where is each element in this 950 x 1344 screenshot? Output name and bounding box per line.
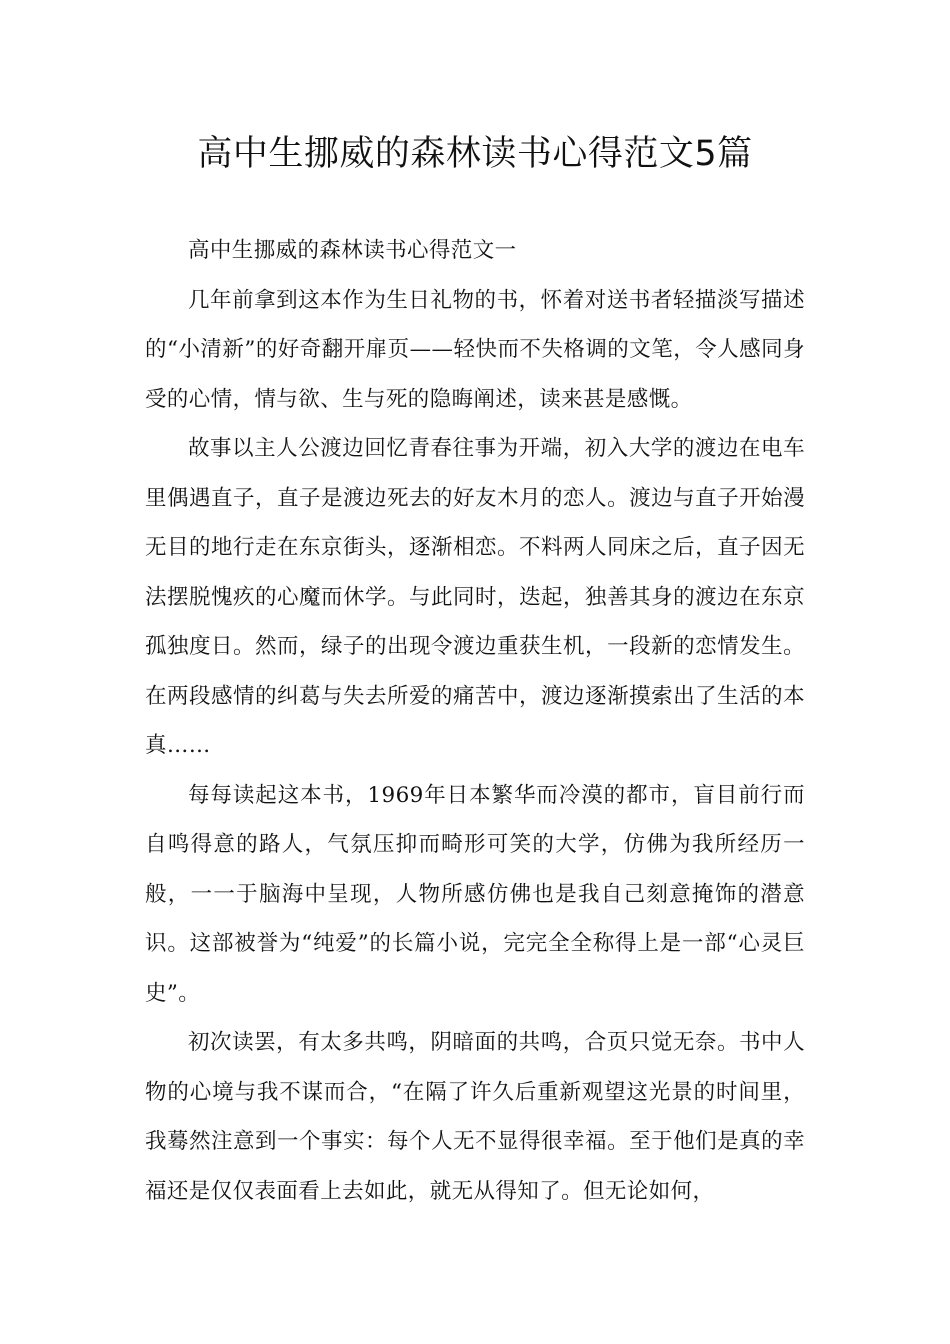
- document-body: [145, 226, 805, 1216]
- paragraph: 初次读罢，有太多共鸣，阴暗面的共鸣，合页只觉无奈。书中人物的心境与我不谋而合，“在隔了许久后重新观望这光景的时间里，我蓦然注意到一个事实：每个人无不显得很幸福。至于他们是真的幸福还是仅仅表面看上去如此，就无从得知了。但无论如何，: [145, 1030, 805, 1204]
- document-title: 高中生挪威的森林读书心得范文5篇: [197, 134, 753, 174]
- section-heading: 高中生挪威的森林读书心得范文一: [188, 238, 517, 263]
- paragraph: 几年前拿到这本作为生日礼物的书，怀着对送书者轻描淡写描述的“小清新”的好奇翻开扉页——轻快而不失格调的文笔，令人感同身受的心情，情与欲、生与死的隐晦阐述，读来甚是感慨。: [145, 287, 805, 412]
- paragraph: 每每读起这本书，1969年日本繁华而冷漠的都市，盲目前行而自鸣得意的路人，气氛压抑而畸形可笑的大学，仿佛为我所经历一般，一一于脑海中呈现，人物所感仿佛也是我自己刻意掩饰的潜意识。这部被誉为“纯爱”的长篇小说，完完全全称得上是一部“心灵巨史”。: [145, 782, 805, 1006]
- paragraph: 故事以主人公渡边回忆青春往事为开端，初入大学的渡边在电车里偶遇直子，直子是渡边死去的好友木月的恋人。渡边与直子开始漫无目的地行走在东京街头，逐渐相恋。不料两人同床之后，直子因无法摆脱愧疚的心魔而休学。与此同时，迭起，独善其身的渡边在东京孤独度日。然而，绿子的出现令渡边重获生机，一段新的恋情发生。在两段感情的纠葛与失去所爱的痛苦中，渡边逐渐摸索出了生活的本真……: [145, 436, 805, 758]
